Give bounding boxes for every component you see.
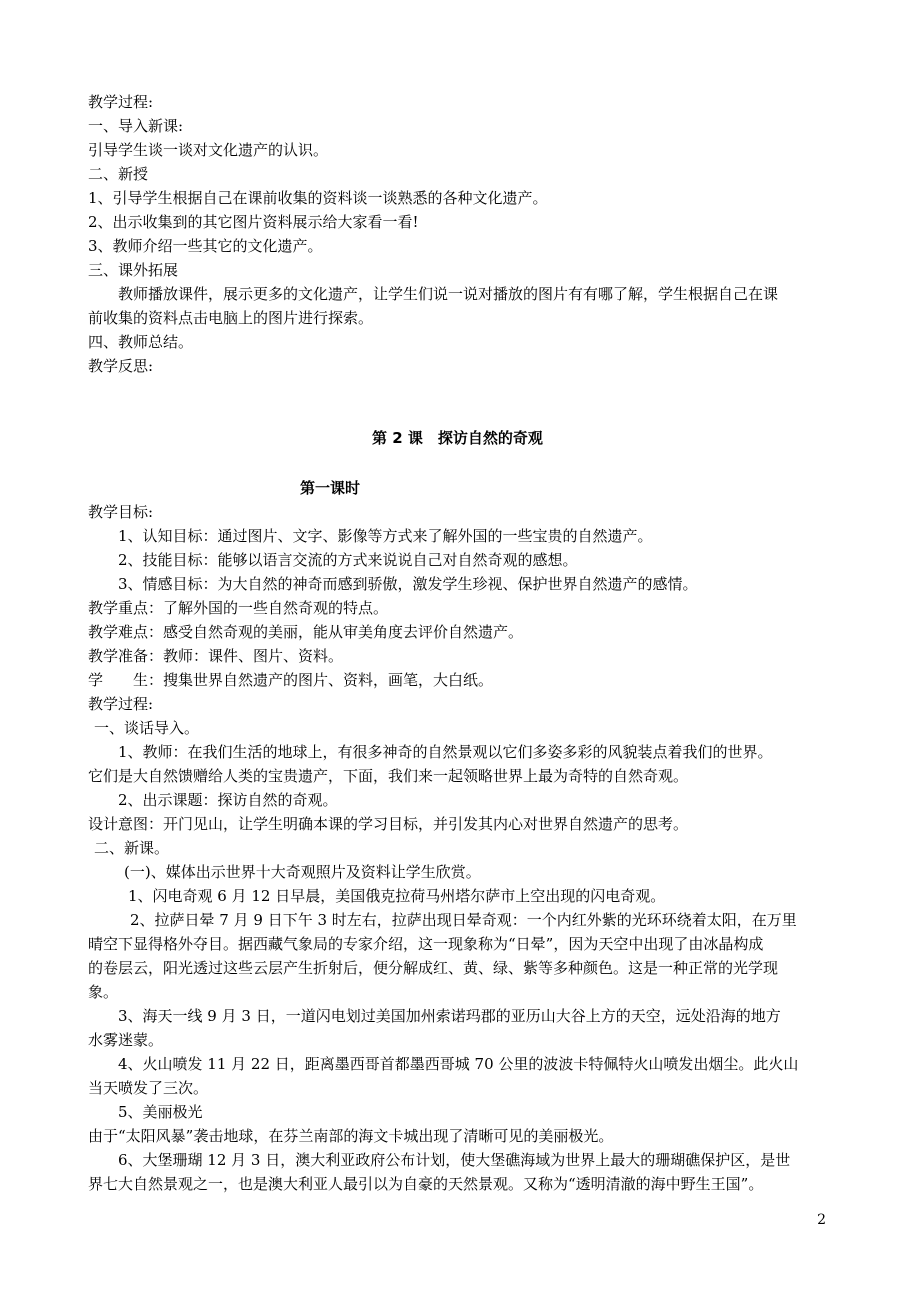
text-line: 教学目标: xyxy=(88,503,154,521)
text-line: 设计意图：开门见山，让学生明确本课的学习目标，并引发其内心对世界自然遗产的思考。 xyxy=(88,815,689,833)
lesson-title: 第 2 课 探访自然的奇观 xyxy=(372,429,543,447)
text-line: 界七大自然景观之一，也是澳大利亚人最引以为自豪的天然景观。又称为“透明清澈的海中野生王国”。 xyxy=(88,1175,764,1193)
text-line: 它们是大自然馈赠给人类的宝贵遗产，下面，我们来一起领略世界上最为奇特的自然奇观。 xyxy=(88,767,689,785)
text-line: 5、美丽极光 xyxy=(118,1103,203,1121)
text-line: 6、大堡珊瑚 12 月 3 日，澳大利亚政府公布计划，使大堡礁海域为世界上最大的珊瑚礁保护区，是世 xyxy=(118,1151,791,1169)
text-line: 一、谈话导入。 xyxy=(94,719,200,737)
text-line: 由于“太阳风暴”袭击地球，在芬兰南部的海文卡城出现了清晰可见的美丽极光。 xyxy=(88,1127,614,1145)
text-line: 2、出示收集到的其它图片资料展示给大家看一看! xyxy=(88,213,419,231)
text-line: 三、课外拓展 xyxy=(88,261,179,279)
text-line: 1、闪电奇观 6 月 12 日早晨，美国俄克拉荷马州塔尔萨市上空出现的闪电奇观。 xyxy=(128,887,666,905)
text-line: 3、情感目标：为大自然的神奇而感到骄傲，激发学生珍视、保护世界自然遗产的感情。 xyxy=(118,575,698,593)
text-line: 水雾迷蒙。 xyxy=(88,1031,164,1049)
text-line: 教学反思: xyxy=(88,357,154,375)
text-line: 4、火山喷发 11 月 22 日，距离墨西哥首都墨西哥城 70 公里的波波卡特佩特火山喷发出烟尘。此火山 xyxy=(118,1055,799,1073)
text-line: 教学过程: xyxy=(88,695,154,713)
period-title: 第一课时 xyxy=(300,479,361,497)
text-line: 四、教师总结。 xyxy=(88,333,194,351)
text-line: 1、引导学生根据自己在课前收集的资料谈一谈熟悉的各种文化遗产。 xyxy=(88,189,548,207)
text-line: 教学过程: xyxy=(88,93,154,111)
page-number: 2 xyxy=(817,1212,826,1228)
text-line: 3、海天一线 9 月 3 日，一道闪电划过美国加州索诺玛郡的亚历山大谷上方的天空，远处沿海的地方 xyxy=(118,1007,781,1025)
text-line: 3、教师介绍一些其它的文化遗产。 xyxy=(88,237,323,255)
text-line: 象。 xyxy=(88,983,119,1001)
text-line: 1、认知目标：通过图片、文字、影像等方式来了解外国的一些宝贵的自然遗产。 xyxy=(118,527,653,545)
text-line: 一、导入新课: xyxy=(88,117,184,135)
text-line: (一)、媒体出示世界十大奇观照片及资料让学生欣赏。 xyxy=(124,863,481,881)
text-line: 前收集的资料点击电脑上的图片进行探索。 xyxy=(88,309,374,327)
text-line: 1、教师：在我们生活的地球上，有很多神奇的自然景观以它们多姿多彩的风貌装点着我们的世界。 xyxy=(118,743,773,761)
text-line: 教学准备：教师：课件、图片、资料。 xyxy=(88,647,344,665)
text-line: 2、出示课题：探访自然的奇观。 xyxy=(118,791,338,809)
text-line: 的卷层云，阳光透过这些云层产生折射后，便分解成红、黄、绿、紫等多种颜色。这是一种正常的光学现 xyxy=(88,959,779,977)
text-line: 2、技能目标：能够以语言交流的方式来说说自己对自然奇观的感想。 xyxy=(118,551,578,569)
text-line: 二、新授 xyxy=(88,165,149,183)
text-line: 学 生：搜集世界自然遗产的图片、资料，画笔，大白纸。 xyxy=(88,671,494,689)
text-line: 教学难点：感受自然奇观的美丽，能从审美角度去评价自然遗产。 xyxy=(88,623,524,641)
text-line: 引导学生谈一谈对文化遗产的认识。 xyxy=(88,141,329,159)
text-line: 二、新课。 xyxy=(94,839,170,857)
text-line: 教师播放课件，展示更多的文化遗产，让学生们说一说对播放的图片有有哪了解，学生根据自己在课 xyxy=(118,285,779,303)
text-line: 2、拉萨日晕 7 月 9 日下午 3 时左右，拉萨出现日晕奇观：一个内红外紫的光环环绕着太阳，在万里 xyxy=(130,911,797,929)
text-line: 教学重点：了解外国的一些自然奇观的特点。 xyxy=(88,599,389,617)
text-line: 晴空下显得格外夺目。据西藏气象局的专家介绍，这一现象称为“日晕”，因为天空中出现了由冰晶构成 xyxy=(88,935,764,953)
text-line: 当天喷发了三次。 xyxy=(88,1079,209,1097)
